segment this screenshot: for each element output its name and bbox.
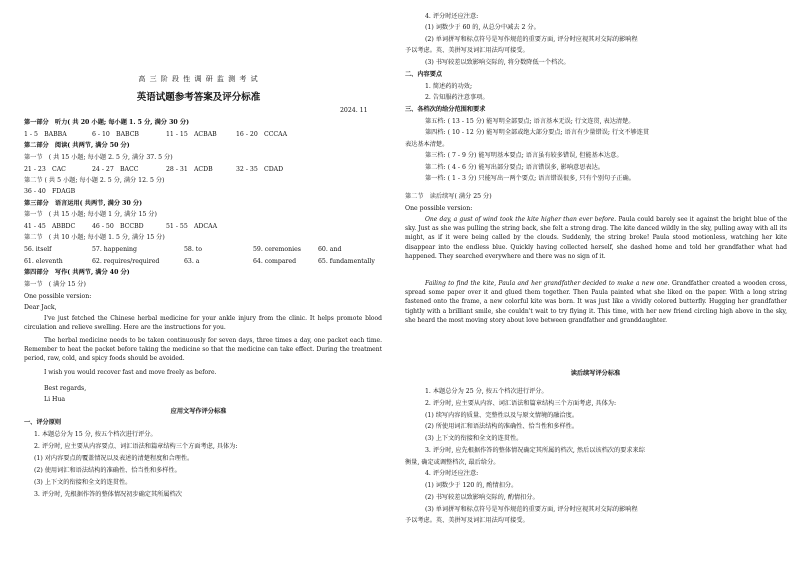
story-lead-sentence: Failing to find the kite, Paula and her grandfather decided to make a new one. xyxy=(425,280,670,287)
story-text: Paula could barely see it against the bright blue of the sky. Just as she was pulling the string back, she felt a strong drag. The kite danced wildly in the sky, pulling away with all its might, as if it were being called by the clouds. Suddenly, the string broke! Paula stood motionless, watching her kite disappear into the endless blue. Quickly having collected herself, she dashed home and told her grandfather what had happened. They searched everywhere and there was no sign of it. xyxy=(405,216,787,260)
story-lead-sentence: One day, a gust of wind took the kite higher than ever before. xyxy=(425,216,617,223)
possible-version-label: One possible version: xyxy=(24,293,92,300)
answer-cell: 63. a xyxy=(184,258,200,265)
story-paragraph-2 xyxy=(405,279,787,325)
criteria-line: 衡量, 确定或调整档次, 最后给分。 xyxy=(405,459,500,466)
answer-cell: 64. compared xyxy=(253,258,297,265)
criteria-line: 1. 本题总分为 15 分, 按五个档次进行评分。 xyxy=(34,431,157,438)
answer-row: 6 - 10 BABCB xyxy=(92,131,139,138)
answer-row: 41 - 45 ABBDC xyxy=(24,223,76,230)
band-line: 第二档: ( 4 - 6 分) 能写出部分要点; 语言错误多, 影响意思表达。 xyxy=(425,164,604,171)
date: 2024. 11 xyxy=(340,107,368,114)
letter-salutation: Dear Jack, xyxy=(24,304,57,311)
answer-row: 51 - 55 ADCAA xyxy=(166,223,218,230)
criteria-line: (1) 对内容要点的覆盖情况以及表述的清楚程度和合理性。 xyxy=(34,455,194,462)
section-heading: 第一节 ( 共 15 小题; 每小题 1 分, 满分 15 分) xyxy=(24,211,157,218)
criteria-line: 4. 评分时还应注意: xyxy=(425,470,479,477)
answer-row: 32 - 35 CDAD xyxy=(236,166,284,173)
criteria-title: 应用文写作评分标准 xyxy=(170,408,227,415)
criteria-line: 2. 评分时, 应主要从内容要点、词汇语法和篇章结构三个方面考虑, 具体为: xyxy=(34,443,238,450)
criteria-title: 读后续写评分标准 xyxy=(570,370,621,377)
criteria-line: (3) 上下文的衔接和全文的连贯性。 xyxy=(34,479,132,486)
bands-heading: 三、各档次的给分范围和要求 xyxy=(405,106,486,113)
band-line: 第五档: ( 13 - 15 分) 能写明全部要点; 语言基本无误; 行文连贯, 表达清楚。 xyxy=(425,118,635,125)
band-line: 第一档: ( 1 - 3 分) 只能写出一两个要点; 语言错误很多, 只有个别句子正确。 xyxy=(425,175,635,182)
answer-row: 21 - 23 CAC xyxy=(24,166,66,173)
answer-row: 1 - 5 BABBA xyxy=(24,131,67,138)
story-paragraph-1 xyxy=(405,215,787,261)
section-heading: 第一节 ( 共 15 小题; 每小题 2. 5 分, 满分 37. 5 分) xyxy=(24,154,173,161)
letter-paragraph: I've just fetched the Chinese herbal medicine for your ankle injury from the clinic. It helps promote blood circulation and relieve swelling. Here are the instructions for you. xyxy=(24,315,382,332)
criteria-line: (2) 书写较差以致影响交际的, 酌情扣分。 xyxy=(425,494,539,501)
answer-cell: 59. ceremonies xyxy=(253,246,301,253)
answer-row: 46 - 50 BCCBD xyxy=(92,223,144,230)
section-heading: 第二节 ( 共 5 小题; 每小题 2. 5 分, 满分 12. 5 分) xyxy=(24,177,165,184)
letter-paragraph: I wish you would recover fast and move freely as before. xyxy=(44,369,217,376)
content-point: 1. 简述药的功效; xyxy=(425,83,473,90)
answer-row: 36 - 40 FDAGB xyxy=(24,188,76,195)
possible-version-label: One possible version: xyxy=(405,205,473,212)
band-line: 表达基本清楚。 xyxy=(405,141,449,148)
content-point: 2. 告知服药注意事项。 xyxy=(425,94,489,101)
part1-heading: 第一部分 听力( 共 20 小题; 每小题 1. 5 分, 满分 30 分) xyxy=(24,119,190,126)
answer-row: 16 - 20 CCCAA xyxy=(236,131,288,138)
answer-cell: 56. itself xyxy=(24,246,52,253)
band-line: 第三档: ( 7 - 9 分) 能写明基本要点; 语言虽有较多错误, 但能基本达意。 xyxy=(425,152,623,159)
answer-cell: 65. fundamentally xyxy=(318,258,375,265)
right-page xyxy=(397,0,794,562)
criteria-line: (2) 所使用词汇和语法结构的准确性、恰当性和多样性。 xyxy=(425,423,579,430)
criteria-line: (3) 单词拼写和标点符号是写作规范的重要方面, 评分时应视其对交际的影响程 xyxy=(425,506,638,513)
continuation-heading: 第二节 读后续写( 满分 25 分) xyxy=(405,193,492,200)
criteria-line: (3) 上下文的衔接和全文的连贯性。 xyxy=(425,435,523,442)
answer-cell: 57. happening xyxy=(92,246,137,253)
answer-row: 28 - 31 ACDB xyxy=(166,166,213,173)
answer-cell: 58. to xyxy=(184,246,203,253)
criteria-line: (1) 词数少于 120 的, 酌情扣分。 xyxy=(425,482,518,489)
story-text: Grandfather created a wooden cross, spread some paper over it and glued them together. Then Paula painted what she liked on the paper. With a long string fastened onto the frame, a new colorful kite was born. It was just like a vividly colored butterfly. Hugging her grandfather tightly with a brilliant smile, she couldn't wait to try flying it. This time, with her new friend circling high above in the sky, she heard the most moving story about love between grandfather and granddaughter. xyxy=(405,280,787,324)
answer-cell: 61. eleventh xyxy=(24,258,63,265)
criteria-line: 1. 本题总分为 25 分, 按五个档次进行评分。 xyxy=(425,388,548,395)
letter-signature: Li Hua xyxy=(44,396,66,403)
section-heading: 第一节 ( 满分 15 分) xyxy=(24,281,86,288)
letter-paragraph: The herbal medicine needs to be taken continuously for seven days, three times a day, one packet each time. Remember to heat the packet before taking the medicine so that the medicine can take effect. During the treatment period, raw, cold, and spicy foods should be avoided. xyxy=(24,337,382,363)
answer-cell: 62. requires/required xyxy=(92,258,160,265)
note-line: (3) 书写较差以致影响交际的, 将分数降低一个档次。 xyxy=(425,59,570,66)
criteria-line: 予以考虑。英、美拼写及词汇用法均可接受。 xyxy=(405,517,529,524)
part3-heading: 第三部分 语言运用( 共两节, 满分 30 分) xyxy=(24,200,143,207)
answer-cell: 60. and xyxy=(318,246,342,253)
band-line: 第四档: ( 10 - 12 分) 能写明全部或绝大部分要点; 语言有少量错误; 行文不够连贯 xyxy=(425,129,650,136)
letter-closing: Best regards, xyxy=(44,385,87,392)
answer-row: 11 - 15 ACBAB xyxy=(166,131,217,138)
exam-title: 高 三 阶 段 性 调 研 监 测 考 试 xyxy=(138,75,259,83)
note-line: 予以考虑。英、美拼写及词汇用法均可接受。 xyxy=(405,47,529,54)
criteria-line: 3. 评分时, 应先根据作答的整体情况确定其所属的档次, 然后以该档次的要求来综 xyxy=(425,447,645,454)
answer-row: 24 - 27 BACC xyxy=(92,166,139,173)
answer-key-title: 英语试题参考答案及评分标准 xyxy=(136,92,261,103)
criteria-line: 3. 评分时, 先根据作答的整体情况初步确定其所属档次 xyxy=(34,491,182,498)
note-line: (2) 单词拼写和标点符号是写作规范的重要方面, 评分时应视其对交际的影响程 xyxy=(425,36,638,43)
content-points-heading: 二、内容要点 xyxy=(405,71,443,78)
criteria-heading: 一、评分原则 xyxy=(24,419,62,426)
note-line: (1) 词数少于 60 的, 从总分中减去 2 分。 xyxy=(425,24,540,31)
criteria-line: 2. 评分时, 应主要从内容、词汇语法和篇章结构三个方面考虑, 具体为: xyxy=(425,400,617,407)
criteria-line: (2) 使用词汇和语法结构的准确性、恰当性和多样性。 xyxy=(34,467,181,474)
note-line: 4. 评分时还应注意: xyxy=(425,13,479,20)
section-heading: 第二节 ( 共 10 小题; 每小题 1. 5 分, 满分 15 分) xyxy=(24,234,165,241)
part4-heading: 第四部分 写作( 共两节, 满分 40 分) xyxy=(24,269,130,276)
criteria-line: (1) 续写内容的质量、完整性以及与原文情境的融洽度。 xyxy=(425,412,579,419)
part2-heading: 第二部分 阅读( 共两节, 满分 50 分) xyxy=(24,142,130,149)
